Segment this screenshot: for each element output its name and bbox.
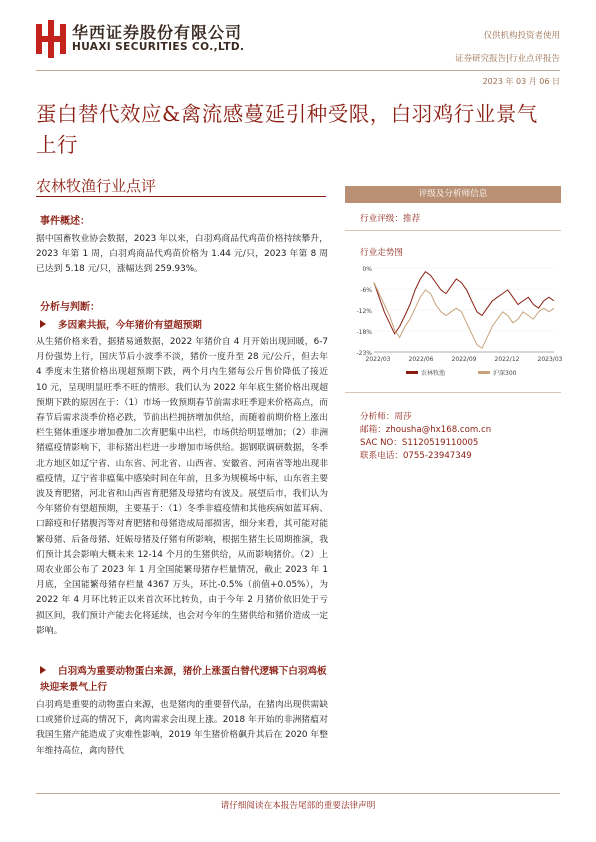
trend-title: 行业走势图 <box>360 248 403 258</box>
y-tick-label: -12% <box>356 308 372 315</box>
huaxi-logo-icon <box>36 20 66 58</box>
x-tick-label: 2023/03 <box>537 356 562 363</box>
analysis-heading: 分析与判断： <box>40 302 100 313</box>
header-divider <box>36 70 560 71</box>
y-tick-label: 0% <box>362 266 372 273</box>
analyst-sac: SAC NO：S1120519110005 <box>360 438 479 448</box>
legend-swatch <box>478 371 490 374</box>
bullet-triangle-icon <box>40 666 46 674</box>
subtitle-divider <box>36 196 326 197</box>
point1-title: 多因素共振，今年猪价有望超预期 <box>40 318 330 334</box>
legend-label: 农林牧渔 <box>421 370 446 377</box>
sidebar-divider <box>345 392 561 393</box>
audience-note: 仅供机构投资者使用 <box>483 31 560 41</box>
point2-title: 白羽鸡为重要动物蛋白来源，猪价上涨蛋白替代逻辑下白羽鸡板块迎来景气上行 <box>40 666 327 693</box>
x-tick-label: 2022/03 <box>365 356 391 363</box>
legal-notice: 请仔细阅读在本报告尾部的重要法律声明 <box>220 801 376 811</box>
sidebar-divider <box>345 230 561 231</box>
x-tick-label: 2022/12 <box>494 356 520 363</box>
footer-divider <box>36 793 560 794</box>
event-paragraph: 据中国畜牧业协会数据，2023 年以来，白羽鸡商品代鸡苗价格持续攀升，2023 年第 1 周，白羽鸡商品代鸡苗价格为 1.44 元/只，2023 年第 8 周已达到 5.18 元/只，涨幅达到 259.93%。 <box>36 234 328 275</box>
industry-trend-chart <box>350 262 562 384</box>
x-tick-label: 2022/09 <box>451 356 477 363</box>
event-heading: 事件概述： <box>40 216 90 227</box>
company-name-cn: 华西证券股份有限公司 <box>72 23 243 42</box>
report-title: 蛋白替代效应&禽流感蔓延引种受限，白羽鸡行业景气上行 <box>36 102 538 157</box>
series-line-2 <box>374 283 554 349</box>
analyst-phone: 联系电话：0755-23947349 <box>360 451 472 461</box>
legend-label: 沪深300 <box>493 370 517 377</box>
point1-paragraph: 从生猪价格来看，据猪易通数据，2022 年猪价自 4 月开始出现回暖，6-7 月份强势上行，国庆节后小波季不淡，猪价一度升至 28 元/公斤，但去年 4 季度末生猪价格出现超预期下跌，两个月内生猪每公斤售价降低了接近 10 元，呈现明显旺季不旺的情形。我们认为 2022 年年底生猪价格出现超预期下跌的原因在于：（1）市场一致预期春节前需求旺季迎来价格高点，而春节后需求淡季价格必跌，节前出栏拥挤增加供给，而随着前期价格上涨出栏生猪体重逐步增加叠加二次育肥集中出栏，市场供给明显增加；（2）非洲猪瘟疫情影响下，非标猪出栏进一步增加市场供给。据钢联调研数据，冬季北方地区如辽宁省、山东省、河北省、山西省、安徽省、河南省等地出现非瘟疫情，辽宁省非瘟集中感染时间在年前，且多为规模场中标，山东省主要波及育肥猪，河北省和山西省育肥猪及母猪均有波及。展望后市，我们认为今年猪价有望超预期，主要基于：（1）冬季非瘟疫情和其他疾病如蓝耳病、口蹄疫和仔猪腹泻等对育肥猪和母猪造成局部损害，细分来看，其可能对能繁母猪、后备母猪、妊娠母猪及仔猪有所影响，根据生猪生长周期推演，我们预计其会影响大概未来 12-14 个月的生猪供给，从而影响猪价。（2）上周农业部公布了 2023 年 1 月全国能繁母猪存栏量情况，截止 2023 年 1 月底，全国能繁母猪存栏量 4367 万头，环比-0.5%（前值+0.05%），为 2022 年 4 月环比转正以来首次环比转负，由于今年 2 月猪价依旧处于亏损区间，我们预计产能去化将延续，也会对今年的生猪供给和猪价造成一定影响。 <box>36 337 328 636</box>
report-category: 证券研究报告|行业点评报告 <box>455 54 560 64</box>
y-tick-label: -23% <box>356 350 372 357</box>
y-tick-label: -6% <box>360 287 372 294</box>
x-tick-label: 2022/06 <box>408 356 434 363</box>
industry-rating: 行业评级：推荐 <box>360 214 421 224</box>
series-line-1 <box>374 272 554 334</box>
analyst-email: 邮箱：zhousha@hx168.com.cn <box>360 425 492 435</box>
report-date: 2023 年 03 月 06 日 <box>482 77 560 86</box>
bullet-triangle-icon <box>40 320 46 328</box>
company-name-en: HUAXI SECURITIES CO.,LTD. <box>72 41 245 53</box>
analyst-name: 分析师：周莎 <box>360 412 412 422</box>
report-subtitle: 农林牧渔行业点评 <box>36 177 157 195</box>
point2-paragraph: 白羽鸡是重要的动物蛋白来源，也是猪肉的重要替代品，在猪肉出现供需缺口或猪价过高的情况下，禽肉需求会出现上涨。2018 年开始的非洲猪瘟对我国生猪产能造成了灾难性影响，2019 年生猪价格飙升其后在 2020 年整年维持高位，禽肉替代 <box>36 700 328 756</box>
y-tick-label: -18% <box>356 329 372 336</box>
legend-swatch <box>406 371 418 374</box>
rating-band: 评级及分析师信息 <box>345 186 561 203</box>
